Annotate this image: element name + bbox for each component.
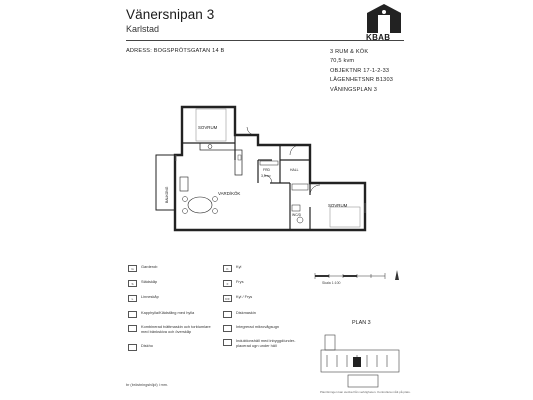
legend-symbol: K/F: [223, 295, 232, 302]
legend: [128, 263, 303, 361]
legend-symbol: [128, 311, 137, 318]
room-label-storage-area: 3,5 m²: [261, 174, 271, 178]
legend-item: L Linneskåp: [128, 295, 159, 302]
apartment-specs: [330, 48, 393, 95]
room-label-living-kitchen: VARD/KÖK: [218, 191, 241, 196]
legend-symbol: G: [128, 265, 137, 272]
legend-item: S Städskåp: [128, 280, 157, 287]
page-subtitle: Karlstad: [126, 24, 160, 34]
legend-item: F Frys: [223, 280, 244, 287]
legend-symbol: [223, 311, 232, 318]
legend-symbol: [128, 344, 137, 351]
room-label-wc: WC/D: [292, 213, 302, 217]
legend-item: K/F Kyl / Frys: [223, 295, 252, 302]
header-divider: [126, 40, 404, 41]
legend-symbol: F: [223, 280, 232, 287]
room-label-storage: FRD: [263, 168, 270, 172]
room-label-bedroom-1: SOVRUM: [198, 125, 218, 130]
legend-item: Induktionshäll med inbyggd/under-placerad ugn under häll: [223, 339, 298, 348]
key-plan-label: PLAN 3: [352, 320, 371, 326]
floor-level: VÅNINGSPLAN 3: [330, 87, 378, 94]
key-plan: [303, 295, 403, 395]
legend-item: Kombinerad tvättmaskin och torktumlare med bänkskiva och överskåp: [128, 325, 217, 334]
legend-item: Kapphylla/Klädstång med hylla: [128, 311, 194, 318]
legend-item: Diskmaskin: [223, 311, 256, 318]
footnote: br (bröstningshöjd) i mm.: [126, 383, 168, 387]
address: ADRESS: BOGSPRÖTSGATAN 14 B: [126, 48, 225, 54]
legend-item: Diskho: [128, 344, 153, 351]
floor-plan: [140, 95, 390, 245]
room-label-hall: HALL: [290, 168, 299, 172]
room-count: 3 RUM & KÖK: [330, 49, 369, 55]
logo-text: KBAB: [366, 33, 391, 42]
room-label-balcony: BALKONG: [165, 186, 169, 203]
disclaimer: Planritningen kan avvika från verkligheten. Kontrollera mått på plats.: [320, 390, 411, 394]
apartment-number: LÄGENHETSNR B1303: [330, 76, 394, 83]
scale-label: Skala 1:100: [322, 281, 341, 285]
legend-item: G Garderob: [128, 265, 157, 272]
legend-symbol: [128, 325, 137, 332]
legend-item: Integrerad mikrovågsugn: [223, 325, 279, 332]
legend-symbol: [223, 339, 232, 346]
legend-symbol: L: [128, 295, 137, 302]
page-title: Vänersnipan 3: [126, 7, 215, 22]
legend-item: K Kyl: [223, 265, 241, 272]
legend-symbol: [223, 325, 232, 332]
room-label-bedroom-2: SOVRUM: [328, 203, 348, 208]
living-area: 70,5 kvm: [330, 57, 355, 64]
object-number: OBJEKTNR 17-1-2-33: [330, 68, 390, 75]
legend-symbol: S: [128, 280, 137, 287]
legend-symbol: K: [223, 265, 232, 272]
